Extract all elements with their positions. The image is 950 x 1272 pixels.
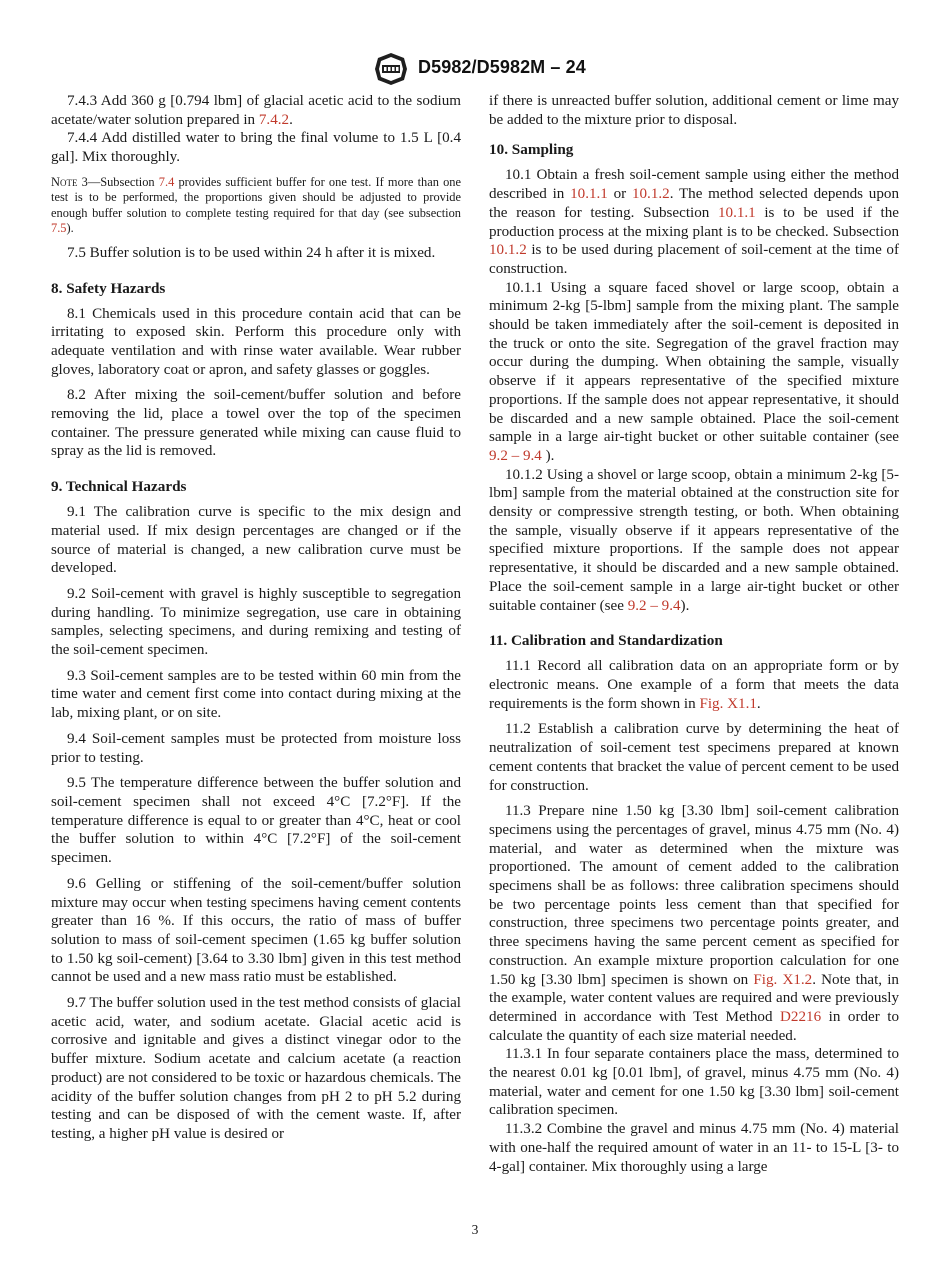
paragraph-11-3-1: 11.3.1 In four separate containers place the mass, determined to the nearest 0.01 kg [0.01 lbm], of gravel, minus 4.75 mm (No. 4) material, water and cement for one 1.50 kg [3.30 lbm] soil-cement calibration specimen. [489, 1046, 899, 1119]
paragraph-11-3-2: 11.3.2 Combine the gravel and minus 4.75 mm (No. 4) material with one-half the required amount of water in an 11- to 15-L [3- to 4-gal] container. Mix thoroughly using a large [489, 1121, 899, 1175]
ref-link-fig-x1-1[interactable]: Fig. X1.1 [699, 695, 757, 712]
ref-link-9-2-9-4[interactable]: 9.2 – 9.4 [489, 447, 542, 464]
paragraph-7-5: 7.5 Buffer solution is to be used within 24 h after it is mixed. [67, 244, 436, 261]
paragraph-8-1: 8.1 Chemicals used in this procedure contain acid that can be irritating to exposed skin. Perform this procedure only with adequate ventilation and with rinse water available. Wear rubber gloves, laboratory coat or apron, and safety glasses or goggles. [51, 305, 461, 378]
paragraph-8-2: 8.2 After mixing the soil-cement/buffer solution and before removing the lid, place a towel over the top of the specimen container. The pressure generated while mixing can cause fluid to spray as the lid is removed. [51, 387, 461, 460]
section-heading-9: 9. Technical Hazards [51, 478, 187, 496]
ref-link-10-1-2[interactable]: 10.1.2 [489, 242, 527, 259]
ref-link-7-4[interactable]: 7.4 [158, 174, 175, 189]
paragraph-11-2: 11.2 Establish a calibration curve by determining the heat of neutralization of soil-cement test specimens prepared at known cement contents that bracket the value of percent cement to be used for construction. [489, 721, 899, 794]
ref-link-7-5[interactable]: 7.5 [51, 221, 67, 236]
page-number: 3 [471, 1222, 479, 1237]
note-3: Note 3—Subsection 7.4 provides sufficient buffer for one test. If more than one test is to be performed, the proportions given should be adjusted to provide enough buffer solution to complete testing required for that day (see subsection 7.5). [51, 174, 461, 236]
ref-link-10-1-1[interactable]: 10.1.1 [570, 186, 608, 203]
paragraph-9-5: 9.5 The temperature difference between the buffer solution and soil-cement specimen shall not exceed 4°C [7.2°F]. If the temperature difference is equal to or greater than 4°C, heat or cool the buffer solution to within 4°C [7.2°F] of the soil-cement specimen. [51, 775, 461, 867]
section-heading-8: 8. Safety Hazards [51, 279, 166, 297]
paragraph-9-3: 9.3 Soil-cement samples are to be tested within 60 min from the time water and cement first come into contact during mixing at the lab, mixing plant, or on site. [51, 667, 461, 722]
ref-link-d2216[interactable]: D2216 [780, 1008, 822, 1025]
section-heading-11: 11. Calibration and Standardization [489, 632, 723, 650]
paragraph-10-1-2: 10.1.2 Using a shovel or large scoop, obtain a minimum 2-kg [5-lbm] sample from the material obtained at the construction site for density or compressive strength testing, or both. When obtaining the sample, visually observe if it appears representative of the specified mixture proportions. If the sample does not appear representative, it should be discarded and a new sample obtained. Place the soil-cement sample in a large air-tight bucket or other suitable container (see 9.2 – 9.4). [489, 466, 899, 614]
paragraph-9-1: 9.1 The calibration curve is specific to the mix design and material used. If mix design percentages are changed or if the source of material is changed, a new calibration curve must be developed. [51, 504, 461, 577]
document-designation: D5982/D5982M – 24 [418, 57, 586, 77]
paragraph-10-1-1: 10.1.1 Using a square faced shovel or large scoop, obtain a minimum 2-kg [5-lbm] sample from the mixing plant. The sample should be taken immediately after the soil-cement is deposited in the truck or onto the site. Segregation of the gravel fraction may occur during the dumping. When obtaining the sample, visually observe if it appears representative of the specified mixture proportions. If the sample does not appear representative, it should be discarded and a new sample obtained. Place the soil-cement sample in a large air-tight bucket or other suitable container (see 9.2 – 9.4 ). [489, 279, 899, 464]
paragraph-9-6: 9.6 Gelling or stiffening of the soil-cement/buffer solution mixture may occur when testing specimens having cement contents greater than 16 %. If this occurs, the ratio of mass of buffer solution to mass of soil-cement specimen (1.65 kg buffer solution to 1.50 kg soil-cement) [3.64 to 3.30 lbm] given in this test method cannot be used and a new mass ratio must be established. [51, 875, 461, 986]
paragraph-7-4-4: 7.4.4 Add distilled water to bring the final volume to 1.5 L [0.4 gal]. Mix thoroughly. [51, 130, 461, 166]
ref-link-9-2-9-4[interactable]: 9.2 – 9.4 [627, 597, 681, 614]
ref-link-fig-x1-2[interactable]: Fig. X1.2 [753, 971, 813, 988]
ref-link-10-1-1[interactable]: 10.1.1 [717, 204, 756, 221]
ref-link-10-1-2[interactable]: 10.1.2 [631, 186, 670, 203]
left-column [51, 92, 461, 1144]
paragraph-9-4: 9.4 Soil-cement samples must be protected from moisture loss prior to testing. [51, 730, 461, 766]
paragraph-9-2: 9.2 Soil-cement with gravel is highly susceptible to segregation during handling. To minimize segregation, use care in obtaining samples, selecting specimens, and during remixing and testing of the soil-cement specimen. [51, 585, 461, 659]
paragraph-11-1: 11.1 Record all calibration data on an appropriate form or by electronic means. One example of a form that meets the data requirements is the form shown in Fig. X1.1. [489, 658, 899, 712]
paragraph-7-4-3: 7.4.3 Add 360 g [0.794 lbm] of glacial acetic acid to the sodium acetate/water solution prepared in 7.4.2. [51, 93, 461, 128]
paragraph-11-3: 11.3 Prepare nine 1.50 kg [3.30 lbm] soil-cement calibration specimens using the percentages of gravel, minus 4.75 mm (No. 4) material, and water as determined when the mixture was proportioned. The amount of cement added to the calibration specimens shall be as follows: three calibration specimens should be two percentage points less cement than that specified for construction, three specimens two percentage points greater, and three specimens having the same percent cement as specified for construction. An example mixture proportion calculation for one 1.50 kg [3.30 lbm] specimen is shown on Fig. X1.2. Note that, in the example, water content values are required and were previously determined in accordance with Test Method D2216 in order to calculate the quantity of each size material needed. [489, 803, 899, 1044]
paragraph-9-7: 9.7 The buffer solution used in the test method consists of glacial acetic acid, water, and sodium acetate. Glacial acetic acid is corrosive and ignitable and gives a distinct vinegar odor to the buffer mixture. Sodium acetate and calcium acetate (a reaction product) are not considered to be toxic or hazardous chemicals. The acidity of the buffer solution changes from pH 2 to pH 5.2 during testing and can be disposed of with the cement waste. If, after testing, a higher pH value is desired or [51, 995, 461, 1142]
astm-logo-icon [373, 52, 409, 86]
page-header [0, 52, 950, 86]
ref-link-7-4-2[interactable]: 7.4.2 [258, 111, 290, 128]
right-column [489, 92, 899, 1176]
section-heading-10: 10. Sampling [489, 141, 574, 159]
paragraph-10-1: 10.1 Obtain a fresh soil-cement sample using either the method described in 10.1.1 or 10.1.2. The method selected depends upon the reason for testing. Subsection 10.1.1 is to be used if the production process at the mixing plant is to be checked. Subsection 10.1.2 is to be used during placement of soil-cement at the time of construction. [489, 167, 899, 277]
paragraph-9-7-continued: if there is unreacted buffer solution, additional cement or lime may be added to the mixture prior to disposal. [489, 93, 899, 128]
